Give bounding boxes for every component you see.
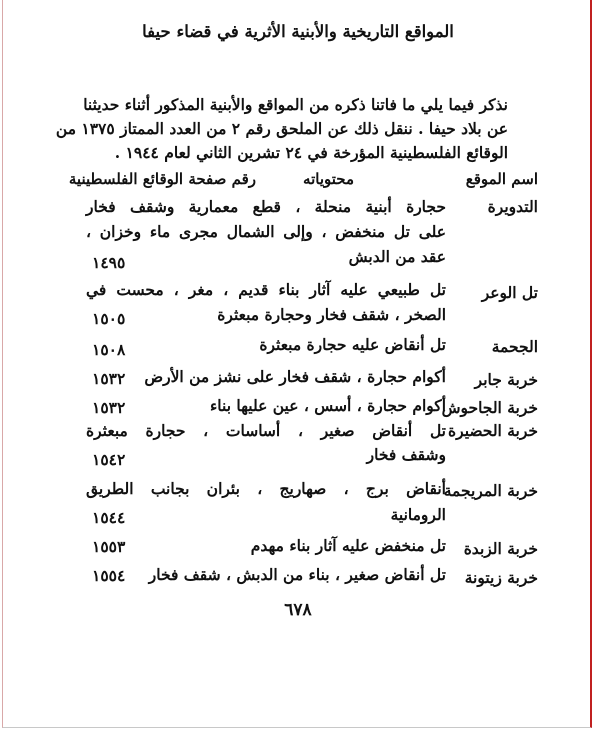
site-description: تل أنقاض عليه حجارة مبعثرة [259, 335, 446, 354]
site-description: أنقاض برج ، صهاريج ، بئران بجانب الطريق [86, 479, 446, 498]
site-description: تل أنقاض صغير ، أساسات ، حجارة مبعثرة [86, 421, 446, 440]
header-contents: محتوياته [303, 170, 354, 188]
site-description: أكوام حجارة ، أسس ، عين عليها بناء [210, 396, 446, 415]
site-description: على تل منخفض ، وإلى الشمال مجرى ماء وخزان ، [86, 222, 446, 241]
site-name: تل الوعر [481, 283, 538, 302]
site-description: عقد من الدبش [348, 247, 446, 266]
site-name: خربة المريجمة [443, 481, 538, 500]
header-site-name: اسم الموقع [465, 170, 538, 188]
site-description: تل طبيعي عليه آثار بناء قديم ، مغر ، محست في [86, 280, 446, 299]
site-description: تل أنقاض صغير ، بناء من الدبش ، شقف فخار [148, 565, 446, 584]
gazette-page-number: ١٥٠٥ [92, 309, 126, 328]
header-gazette-page: رقم صفحة الوقائع الفلسطينية [68, 170, 256, 188]
gazette-page-number: ١٥٤٢ [92, 450, 126, 469]
intro-line: الوقائع الفلسطينية المؤرخة في ٢٤ تشرين الثاني لعام ١٩٤٤ . [114, 143, 508, 162]
intro-line: نذكر فيما يلي ما فاتنا ذكره من المواقع والأبنية المذكور أثناء حديثنا [83, 95, 508, 114]
gazette-page-number: ١٤٩٥ [92, 253, 126, 272]
site-name: خربة الجاحوش [441, 398, 538, 417]
site-description: حجارة أبنية منحلة ، قطع معمارية وشقف فخار [86, 197, 446, 216]
intro-line: عن بلاد حيفا . ننقل ذلك عن الملحق رقم ٢ من العدد الممتاز ١٣٧٥ من [55, 119, 508, 138]
page-number: ٦٧٨ [284, 600, 312, 620]
site-description: الرومانية [390, 505, 446, 524]
page-title: المواقع التاريخية والأبنية الأثرية في قضاء حيفا [142, 22, 454, 41]
site-name: الجحمة [491, 337, 538, 356]
gazette-page-number: ١٥٣٢ [92, 398, 126, 417]
gazette-page-number: ١٥٥٣ [92, 537, 126, 556]
site-name: خربة الحضيرة [448, 421, 538, 440]
gazette-page-number: ١٥٣٢ [92, 369, 126, 388]
site-name: خربة جابر [474, 370, 538, 389]
site-description: وشقف فخار [366, 445, 446, 464]
site-name: خربة الزبدة [463, 539, 538, 558]
gazette-page-number: ١٥٥٤ [92, 566, 126, 585]
site-description: تل منخفض عليه آثار بناء مهدم [250, 536, 446, 555]
site-description: الصخر ، شقف فخار وحجارة مبعثرة [217, 305, 446, 324]
gazette-page-number: ١٥٤٤ [92, 508, 126, 527]
site-name: التدويرة [487, 197, 538, 216]
site-name: خربة زيتونة [464, 568, 538, 587]
gazette-page-number: ١٥٠٨ [92, 340, 126, 359]
site-description: أكوام حجارة ، شقف فخار على نشز من الأرض [144, 367, 446, 386]
